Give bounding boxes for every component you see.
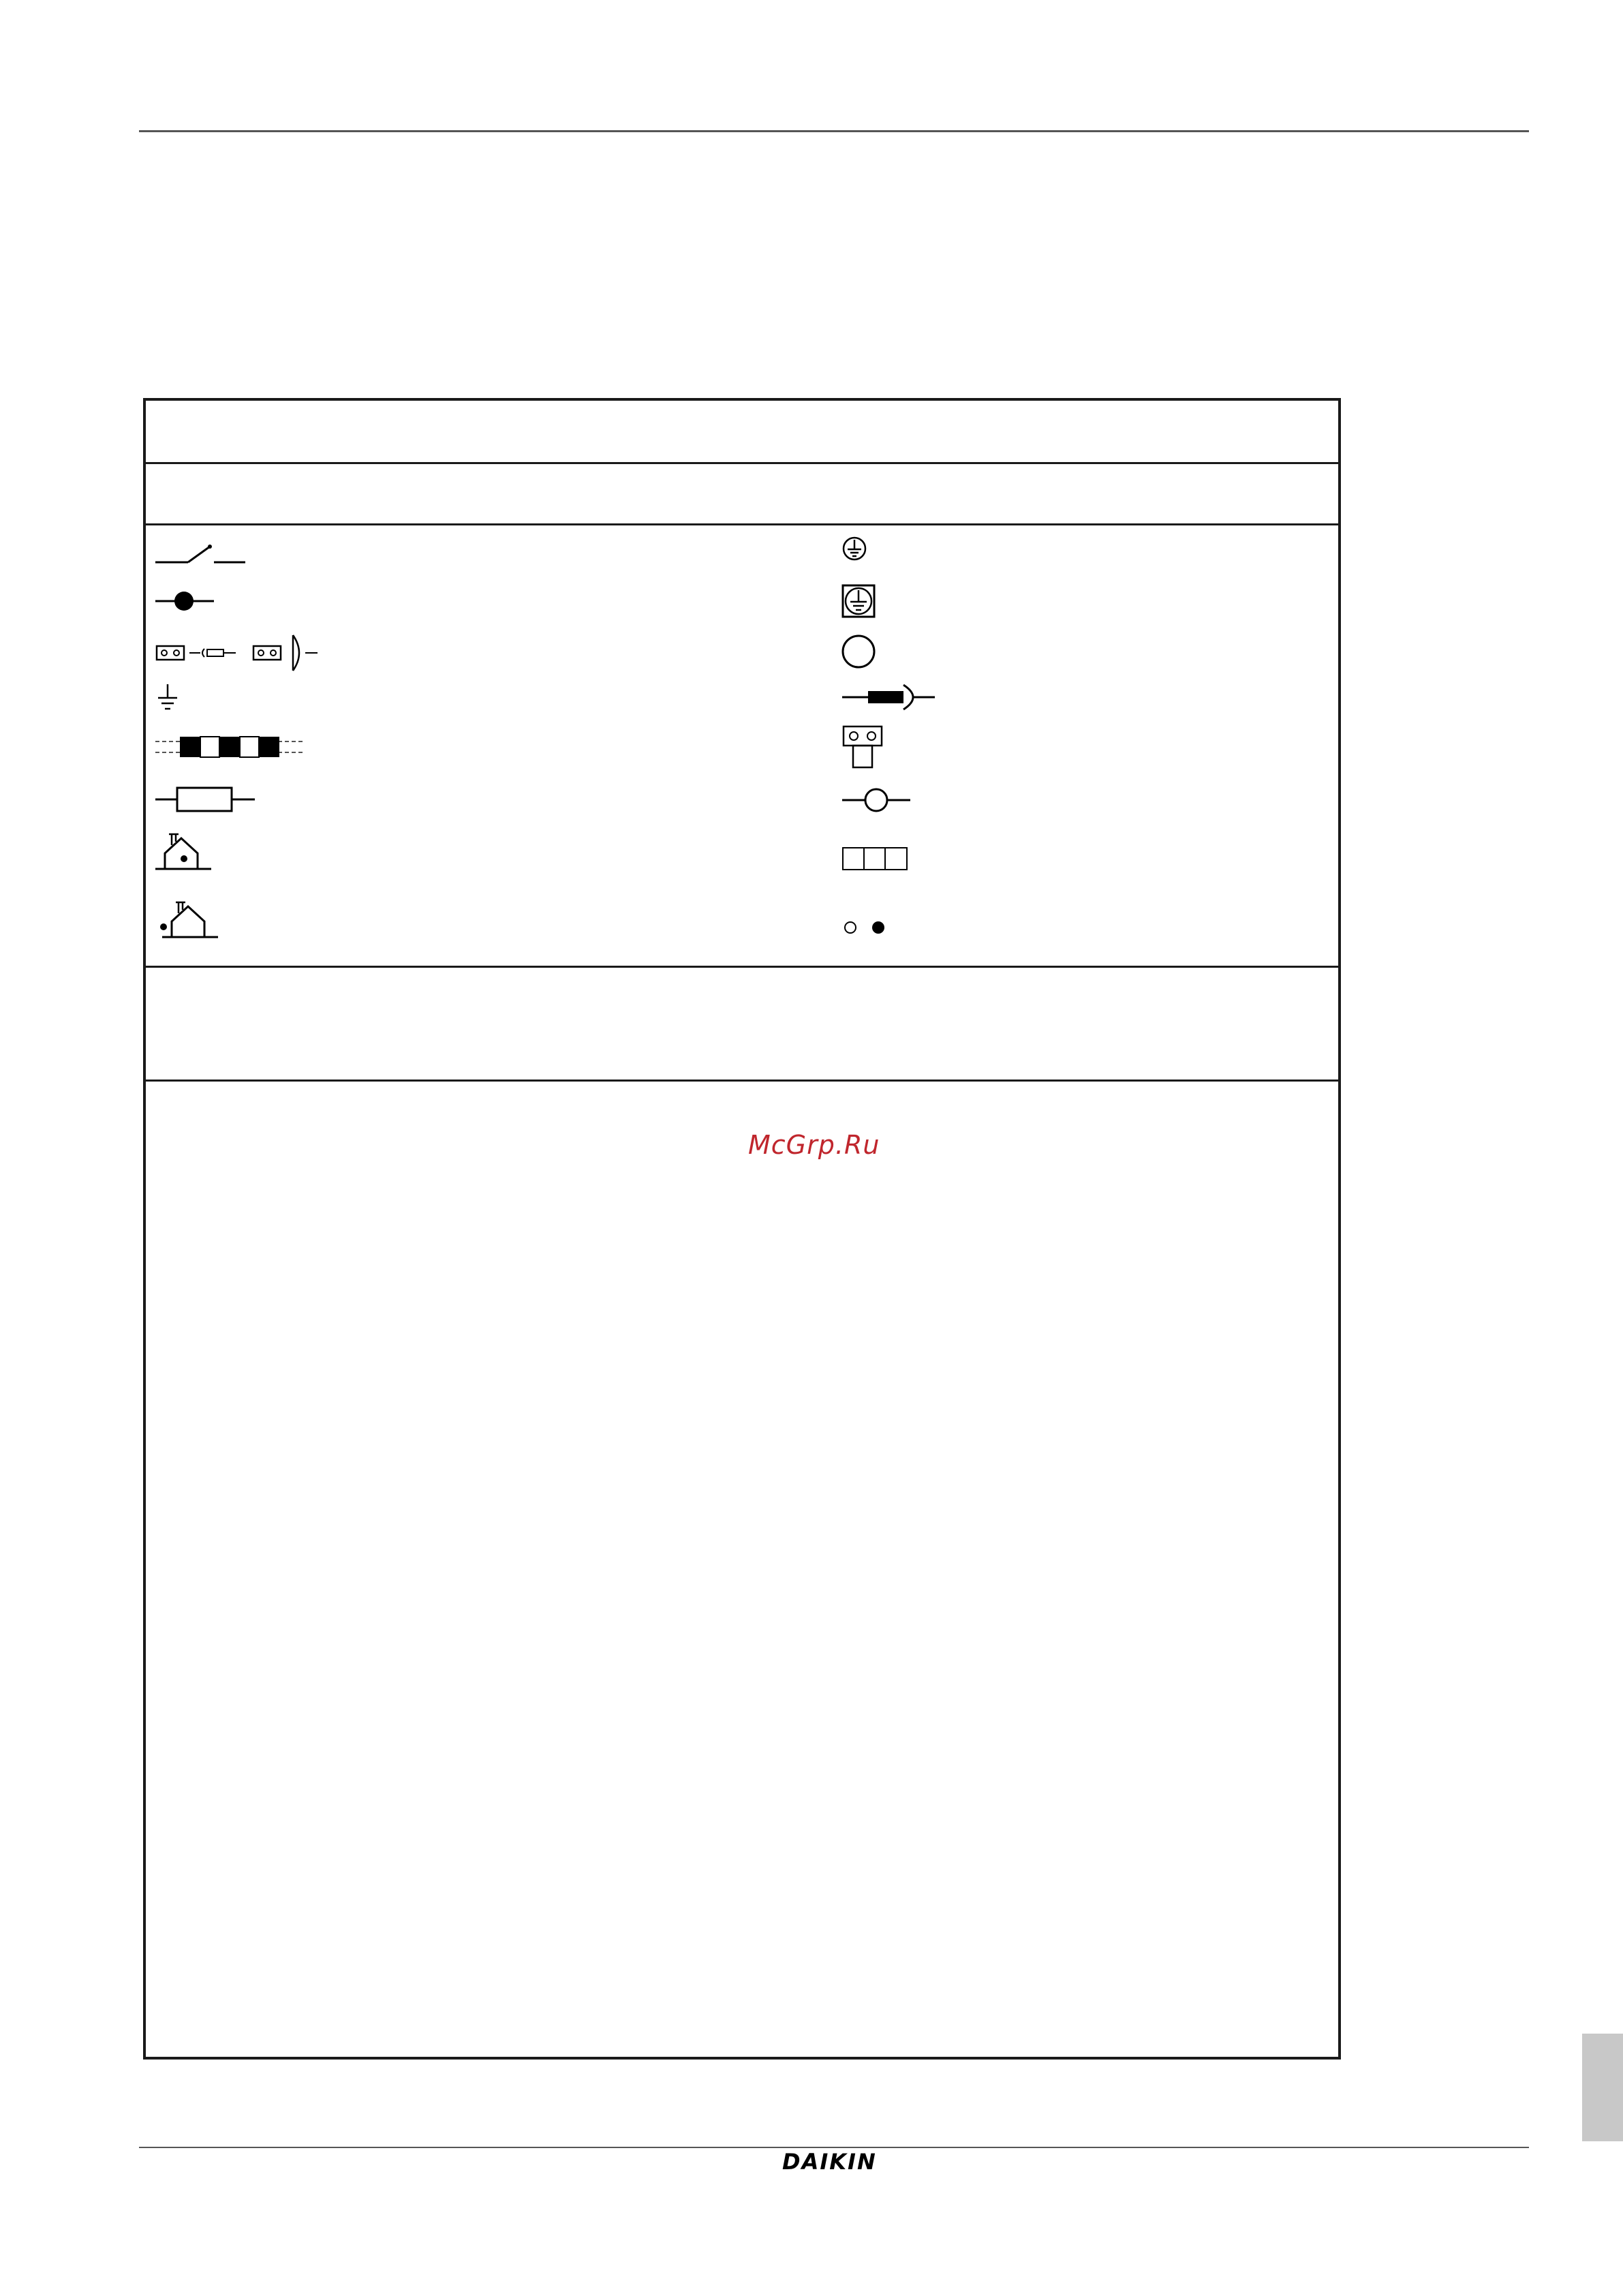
indoor-unit-house-icon — [154, 830, 215, 885]
protective-earth-icon — [841, 534, 868, 563]
table-divider-1 — [146, 462, 1338, 464]
header-rule — [139, 130, 1529, 132]
earth-symbol-icon — [154, 682, 188, 714]
footer-rule — [139, 2147, 1529, 2148]
noiseless-earth-icon — [841, 583, 876, 619]
terminal-strip-icon — [841, 845, 909, 872]
shielded-wire-icon — [154, 733, 304, 761]
open-closed-terminal-icon — [841, 917, 888, 938]
table-divider-3 — [146, 966, 1338, 968]
relay-connector-icon — [841, 724, 884, 769]
circle-terminal-icon — [841, 634, 876, 669]
watermark-text: McGrp.Ru — [748, 1130, 880, 1160]
daikin-logo: DAIKIN — [782, 2149, 877, 2175]
switch-symbol-icon — [154, 540, 246, 567]
terminal-node-icon — [841, 785, 912, 815]
connection-dot-icon — [154, 587, 215, 615]
side-thumb-tab — [1582, 2034, 1623, 2141]
plug-connector-icon — [841, 682, 936, 713]
table-divider-2 — [146, 523, 1338, 525]
table-divider-4 — [146, 1080, 1338, 1082]
outdoor-unit-house-icon — [154, 893, 222, 947]
fuse-icon — [154, 782, 256, 816]
connector-pair-icon — [154, 631, 324, 672]
